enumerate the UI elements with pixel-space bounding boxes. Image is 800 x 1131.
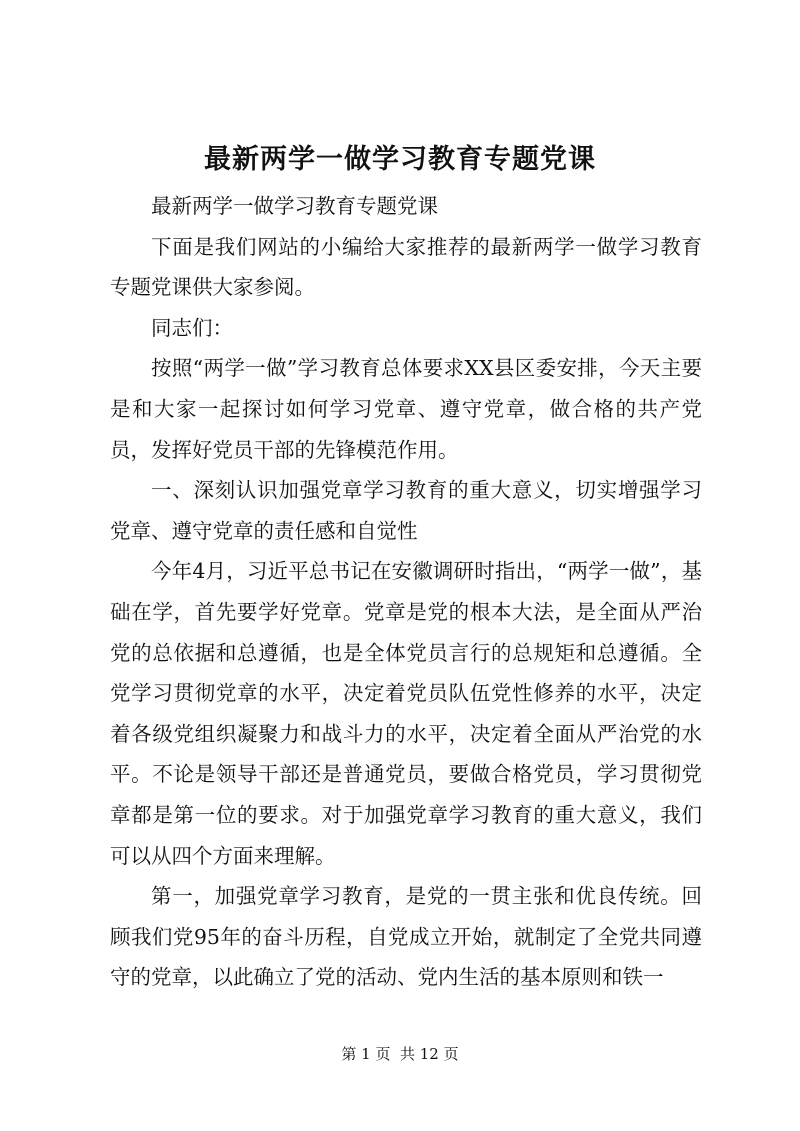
section-heading-1: 一、深刻认识加强党章学习教育的重大意义，切实增强学习党章、遵守党章的责任感和自觉性 [110,478,702,543]
paragraph-body-1: 今年4月，习近平总书记在安徽调研时指出，“两学一做”，基础在学，首先要学好党章。党章是党的根本大法，是全面从严治党的总依据和总遵循，也是全体党员言行的总规矩和总遵循。全党学习贯彻党章的水平，决定着党员队伍党性修养的水平，决定着各级党组织凝聚力和战斗力的水平，决定着全面从严治党的水平。不论是领导干部还是普通党员，要做合格党员，学习贯彻党章都是第一位的要求。对于加强党章学习教育的重大意义，我们可以从四个方面来理解。 [110,559,702,868]
document-body [110,186,702,998]
paragraph-opening: 按照“两学一做”学习教育总体要求XX县区委安排，今天主要是和大家一起探讨如何学习党章、遵守党章，做合格的共产党员，发挥好党员干部的先锋模范作用。 [110,356,702,462]
document-title: 最新两学一做学习教育专题党课 [204,144,596,175]
paragraph-body-2: 第一，加强党章学习教育，是党的一贯主张和优良传统。回顾我们党95年的奋斗历程，自党成立开始，就制定了全党共同遵守的党章，以此确立了党的活动、党内生活的基本原则和铁一 [110,884,702,990]
paragraph-salutation: 同志们： [151,315,233,340]
page-number: 第 1 页 共 12 页 [341,1045,459,1063]
paragraph-intro: 下面是我们网站的小编给大家推荐的最新两学一做学习教育专题党课供大家参阅。 [110,234,702,300]
page-footer [0,1044,800,1064]
paragraph-subtitle: 最新两学一做学习教育专题党课 [151,194,438,218]
